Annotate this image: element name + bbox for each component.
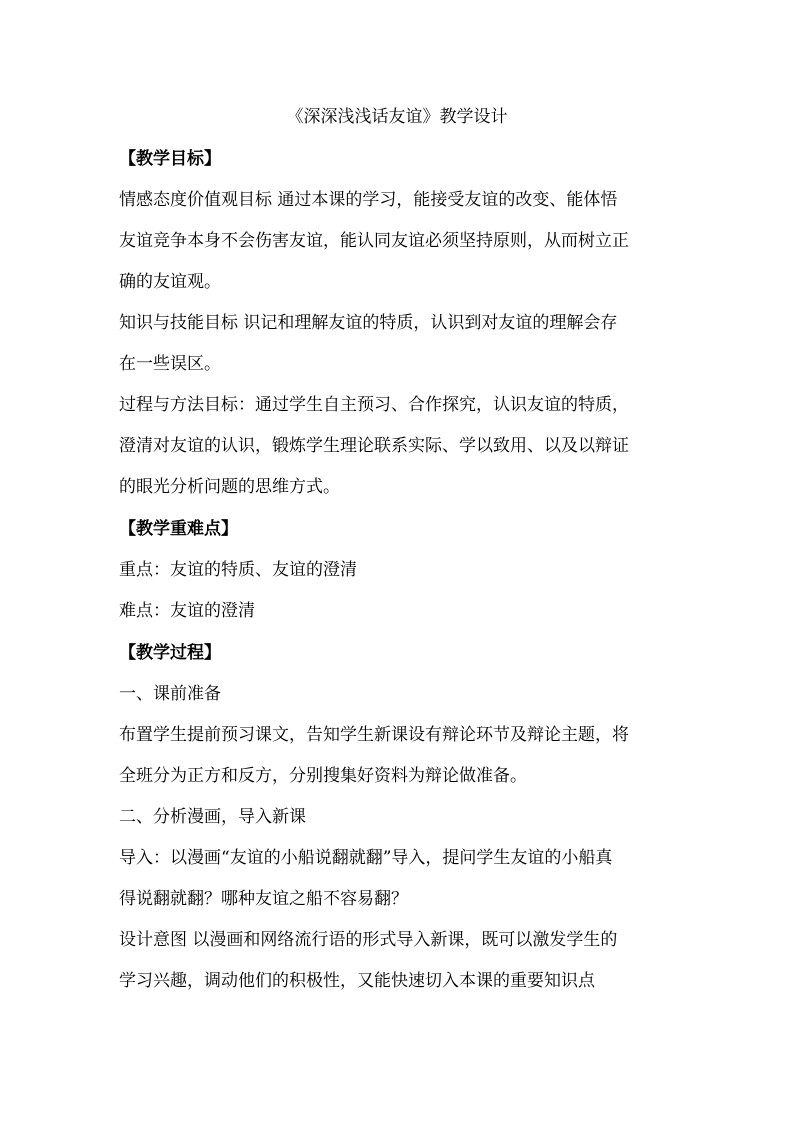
paragraph-line: 知识与技能目标 识记和理解友谊的特质，认识到对友谊的理解会存: [119, 313, 618, 333]
paragraph-line: 学习兴趣，调动他们的积极性，又能快速切入本课的重要知识点: [119, 971, 595, 991]
paragraph-line: 得说翻就翻？哪种友谊之船不容易翻？: [119, 889, 408, 909]
paragraph-line: 情感态度价值观目标 通过本课的学习，能接受友谊的改变、能体悟: [119, 190, 618, 210]
paragraph-line: 在一些误区。: [119, 354, 221, 374]
subsection-heading: 二、分析漫画，导入新课: [119, 807, 306, 827]
section-heading-key-points: 【教学重难点】: [119, 519, 238, 539]
paragraph-line: 设计意图 以漫画和网络流行语的形式导入新课，既可以激发学生的: [119, 930, 618, 950]
paragraph-line: 全班分为正方和反方，分别搜集好资料为辩论做准备。: [119, 766, 527, 786]
paragraph-line: 布置学生提前预习课文，告知学生新课设有辩论环节及辩论主题，将: [119, 725, 629, 745]
subsection-heading: 一、课前准备: [119, 684, 221, 704]
paragraph-line: 友谊竞争本身不会伤害友谊，能认同友谊必须坚持原则，从而树立正: [119, 231, 629, 251]
paragraph-line: 重点：友谊的特质、友谊的澄清: [119, 560, 357, 580]
paragraph-line: 确的友谊观。: [119, 272, 221, 292]
paragraph-line: 澄清对友谊的认识，锻炼学生理论联系实际、学以致用、以及以辩证: [119, 436, 629, 456]
paragraph-line: 过程与方法目标：通过学生自主预习、合作探究，认识友谊的特质，: [119, 395, 629, 415]
section-heading-objectives: 【教学目标】: [119, 149, 221, 169]
paragraph-line: 的眼光分析问题的思维方式。: [119, 477, 340, 497]
document-title: 《深深浅浅话友谊》教学设计: [286, 107, 508, 127]
section-heading-process: 【教学过程】: [119, 643, 221, 663]
paragraph-line: 难点：友谊的澄清: [119, 601, 255, 621]
paragraph-line: 导入：以漫画“友谊的小船说翻就翻”导入，提问学生友谊的小船真: [119, 848, 613, 868]
